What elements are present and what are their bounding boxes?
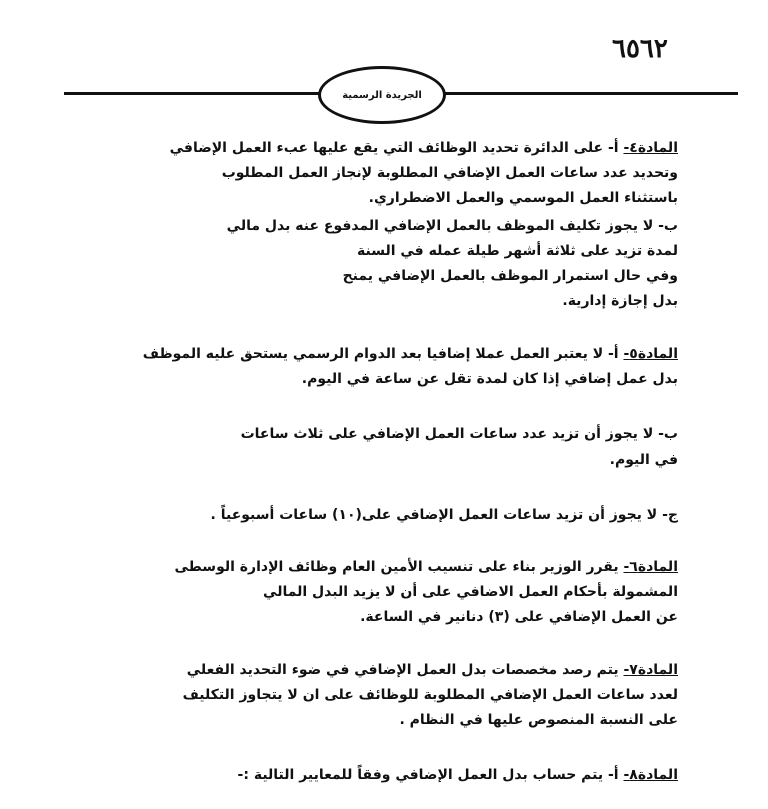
article-4-a-2: وتحديد عدد ساعات العمل الإضافي المطلوبة لإنجاز العمل المطلوب — [221, 165, 678, 181]
article-5 — [68, 342, 678, 367]
article-5-a-2: بدل عمل إضافي إذا كان لمدة تقل عن ساعة في اليوم. — [301, 371, 678, 387]
article-4-line-1 — [78, 136, 678, 161]
article-6-text-2: المشمولة بأحكام العمل الاضافي على أن لا يزيد البدل المالي — [263, 584, 678, 600]
article-4-b-2: لمدة تزيد على ثلاثة أشهر طيلة عمله في السنة — [357, 243, 678, 259]
article-8-a-1: أ- يتم حساب بدل العمل الإضافي وفقاً للمعايير التالية :- — [237, 767, 619, 783]
article-6-line-1 — [58, 555, 678, 580]
gazette-emblem — [318, 66, 446, 124]
article-4-a-1: أ- على الدائرة تحديد الوظائف التي يقع عليها عبء العمل الإضافي — [169, 140, 619, 156]
article-4-b-1: ب- لا يجوز تكليف الموظف بالعمل الإضافي المدفوع عنه بدل مالي — [226, 218, 678, 234]
article-6-continued — [118, 580, 678, 630]
article-6-text-1: يقرر الوزير بناء على تنسيب الأمين العام وظائف الإدارة الوسطى — [174, 559, 619, 575]
article-7-text-1: يتم رصد مخصصات بدل العمل الإضافي في ضوء التحديد الفعلي — [186, 662, 619, 678]
article-6 — [58, 555, 678, 580]
header-rule-right — [440, 92, 738, 95]
page-number: ٦٥٦٢ — [612, 34, 668, 64]
article-4-b — [78, 214, 678, 239]
emblem-text: الجريدة الرسمية — [342, 89, 422, 101]
article-4-b-continued — [118, 239, 678, 314]
article-4-b-4: بدل إجازة إدارية. — [562, 293, 678, 309]
article-5-b-1: ب- لا يجوز أن تزيد عدد ساعات العمل الإضافي على ثلاث ساعات — [240, 426, 678, 442]
article-5-label: المادة٥- — [623, 346, 678, 362]
article-7-continued — [98, 683, 678, 733]
article-7-text-3: على النسبة المنصوص عليها في النظام . — [399, 712, 678, 728]
article-5-c — [78, 503, 678, 528]
article-6-label: المادة٦- — [623, 559, 678, 575]
article-4-a-3: باستثناء العمل الموسمي والعمل الاضطراري. — [368, 190, 678, 206]
article-6-text-3: عن العمل الإضافي على (٣) دنانير في الساعة. — [360, 609, 678, 625]
article-4-a-continued — [118, 161, 678, 211]
article-5-a-1: أ- لا يعتبر العمل عملا إضافيا بعد الدوام الرسمي يستحق عليه الموظف — [142, 346, 619, 362]
article-7-label: المادة٧- — [623, 662, 678, 678]
header-rule-left — [64, 92, 320, 95]
article-4-label: المادة٤- — [623, 140, 678, 156]
article-4 — [78, 136, 678, 161]
article-5-b-continued — [118, 448, 678, 473]
article-4-b-3: وفي حال استمرار الموظف بالعمل الإضافي يمنح — [342, 268, 678, 284]
article-8-label: المادة٨- — [623, 767, 678, 783]
article-8-line-1 — [78, 763, 678, 788]
article-5-line-1 — [68, 342, 678, 367]
article-7 — [58, 658, 678, 683]
article-5-a-continued — [158, 367, 678, 392]
article-5-b-2: في اليوم. — [609, 452, 678, 468]
article-5-c-1: ج- لا يجوز أن تزيد ساعات العمل الإضافي على(١٠) ساعات أسبوعياً . — [210, 507, 678, 523]
article-8 — [78, 763, 678, 788]
article-5-b — [98, 422, 678, 447]
article-7-line-1 — [58, 658, 678, 683]
article-7-text-2: لعدد ساعات العمل الإضافي المطلوبة للوظائف على ان لا يتجاوز التكليف — [182, 687, 678, 703]
